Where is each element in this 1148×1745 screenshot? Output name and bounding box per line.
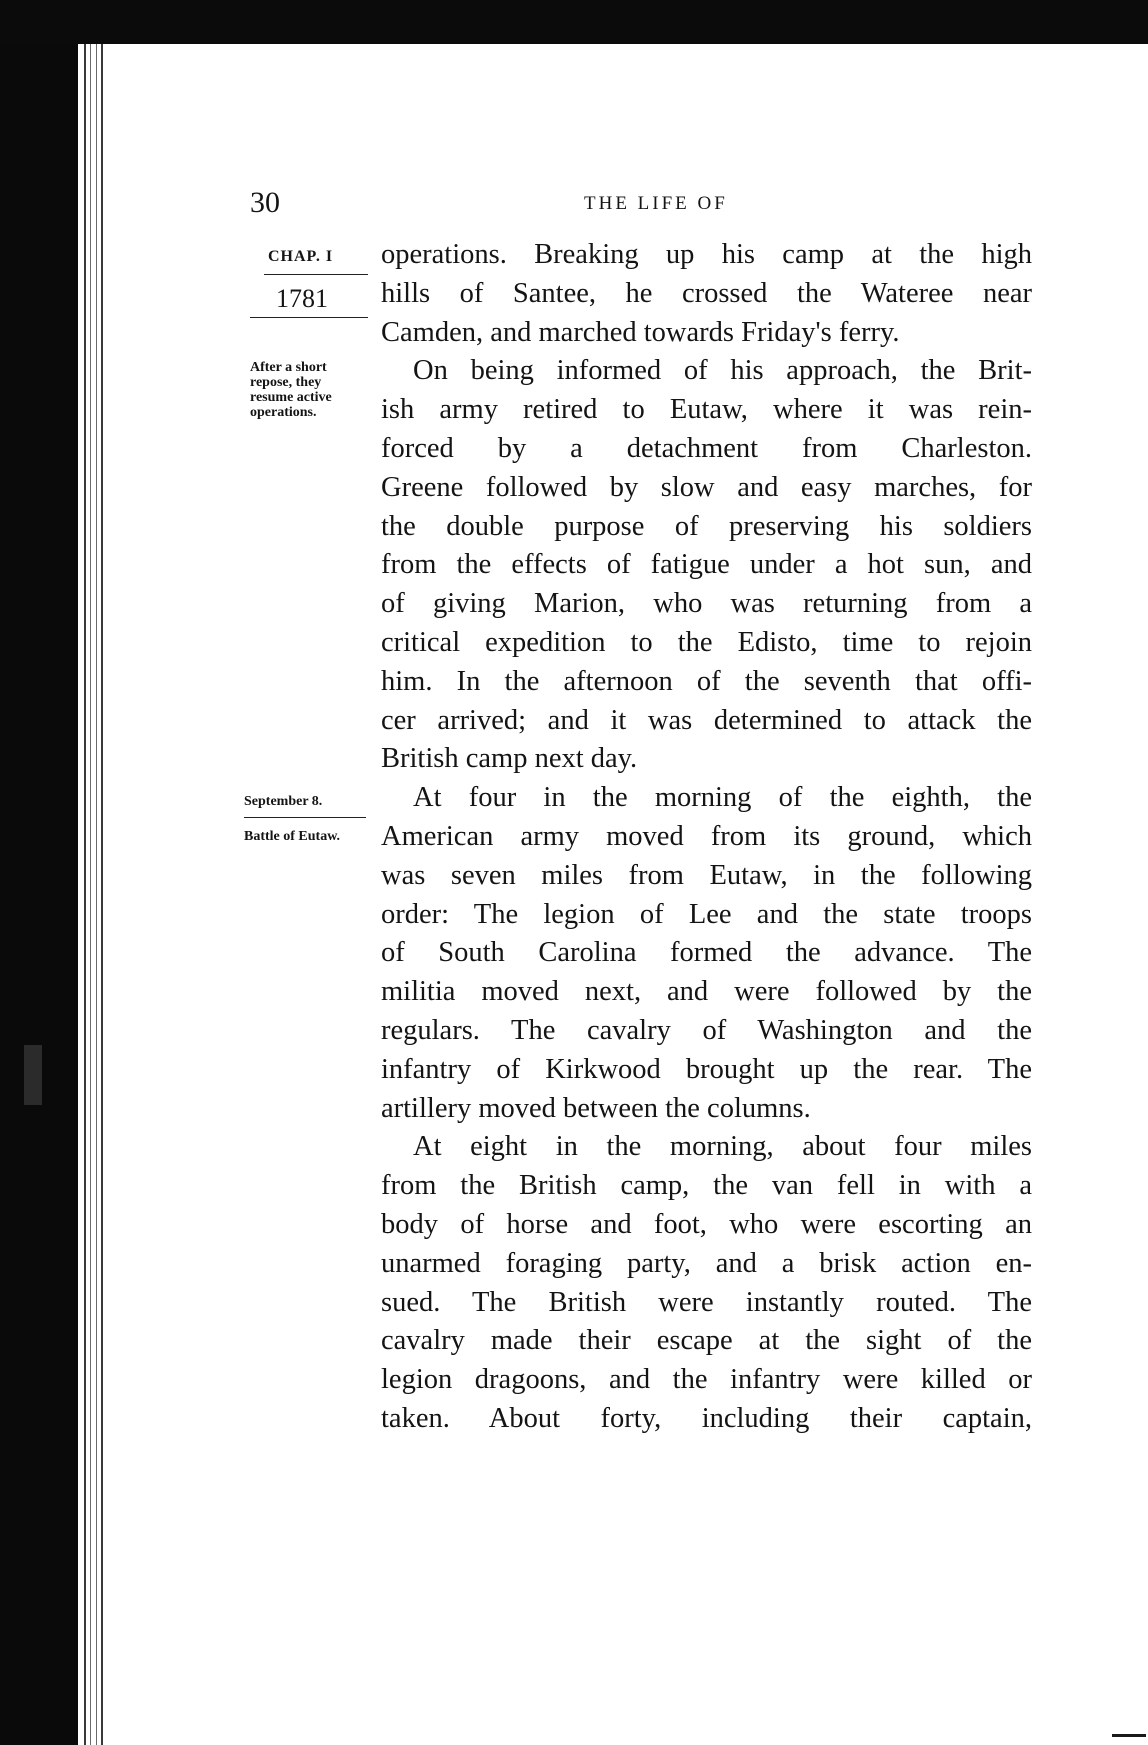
margin-note-battle: Battle of Eutaw.	[244, 829, 341, 844]
text-line: of giving Marion, who was returning from a	[381, 588, 1032, 620]
text-line: forced by a detachment from Charleston.	[381, 432, 1032, 464]
scan-edge-line	[90, 44, 91, 1745]
text-line: the double purpose of preserving his soldiers	[381, 510, 1032, 542]
text-line: was seven miles from Eutaw, in the following	[381, 859, 1032, 891]
text-line: On being informed of his approach, the Brit-	[413, 355, 1032, 387]
text-line: British camp next day.	[381, 743, 638, 775]
scan-corner-mark	[1112, 1708, 1146, 1737]
scan-binding-edge	[0, 44, 78, 1745]
margin-rule	[250, 317, 368, 318]
text-line: hills of Santee, he crossed the Wateree near	[381, 277, 1032, 309]
scan-top-edge	[0, 0, 1148, 44]
margin-year: 1781	[276, 284, 328, 313]
margin-chapter: CHAP. I	[268, 248, 334, 265]
text-line: American army moved from its ground, which	[381, 820, 1032, 852]
text-line: artillery moved between the columns.	[381, 1092, 811, 1124]
text-line: Greene followed by slow and easy marches, for	[381, 471, 1032, 503]
text-line: order: The legion of Lee and the state troops	[381, 898, 1032, 930]
margin-note-repose: After a short repose, they resume active operations.	[250, 360, 332, 420]
scan-edge-line	[84, 44, 86, 1745]
text-line: militia moved next, and were followed by the	[381, 976, 1032, 1008]
text-line: unarmed foraging party, and a brisk action en-	[381, 1247, 1032, 1279]
page-number: 30	[250, 186, 280, 219]
text-line: legion dragoons, and the infantry were killed or	[381, 1364, 1032, 1396]
text-line: critical expedition to the Edisto, time to rejoin	[381, 626, 1032, 658]
text-line: of South Carolina formed the advance. The	[381, 937, 1032, 969]
text-line: At four in the morning of the eighth, the	[413, 782, 1032, 814]
margin-rule	[264, 274, 368, 275]
running-head: THE LIFE OF	[584, 193, 728, 214]
scan-edge-line	[96, 44, 97, 1745]
text-line: taken. About forty, including their captain,	[381, 1402, 1032, 1434]
text-line: cer arrived; and it was determined to attack the	[381, 704, 1032, 736]
text-line: body of horse and foot, who were escorting an	[381, 1208, 1032, 1240]
text-line: ish army retired to Eutaw, where it was rein-	[381, 394, 1032, 426]
text-line: cavalry made their escape at the sight of the	[381, 1325, 1032, 1357]
text-line: sued. The British were instantly routed. The	[381, 1286, 1032, 1318]
text-line: At eight in the morning, about four miles	[413, 1131, 1032, 1163]
margin-rule	[244, 817, 366, 818]
scan-edge-line	[101, 44, 103, 1745]
text-line: Camden, and marched towards Friday's ferry.	[381, 316, 900, 348]
text-line: from the effects of fatigue under a hot sun, and	[381, 549, 1032, 581]
text-line: operations. Breaking up his camp at the high	[381, 239, 1032, 270]
text-line: regulars. The cavalry of Washington and the	[381, 1014, 1032, 1046]
text-line: infantry of Kirkwood brought up the rear. The	[381, 1053, 1032, 1085]
text-line: from the British camp, the van fell in with a	[381, 1170, 1032, 1202]
text-line: him. In the afternoon of the seventh that offi-	[381, 665, 1032, 697]
scan-binding-mark	[24, 1045, 42, 1105]
margin-date: September 8.	[244, 794, 323, 809]
body-text	[381, 236, 1032, 1439]
